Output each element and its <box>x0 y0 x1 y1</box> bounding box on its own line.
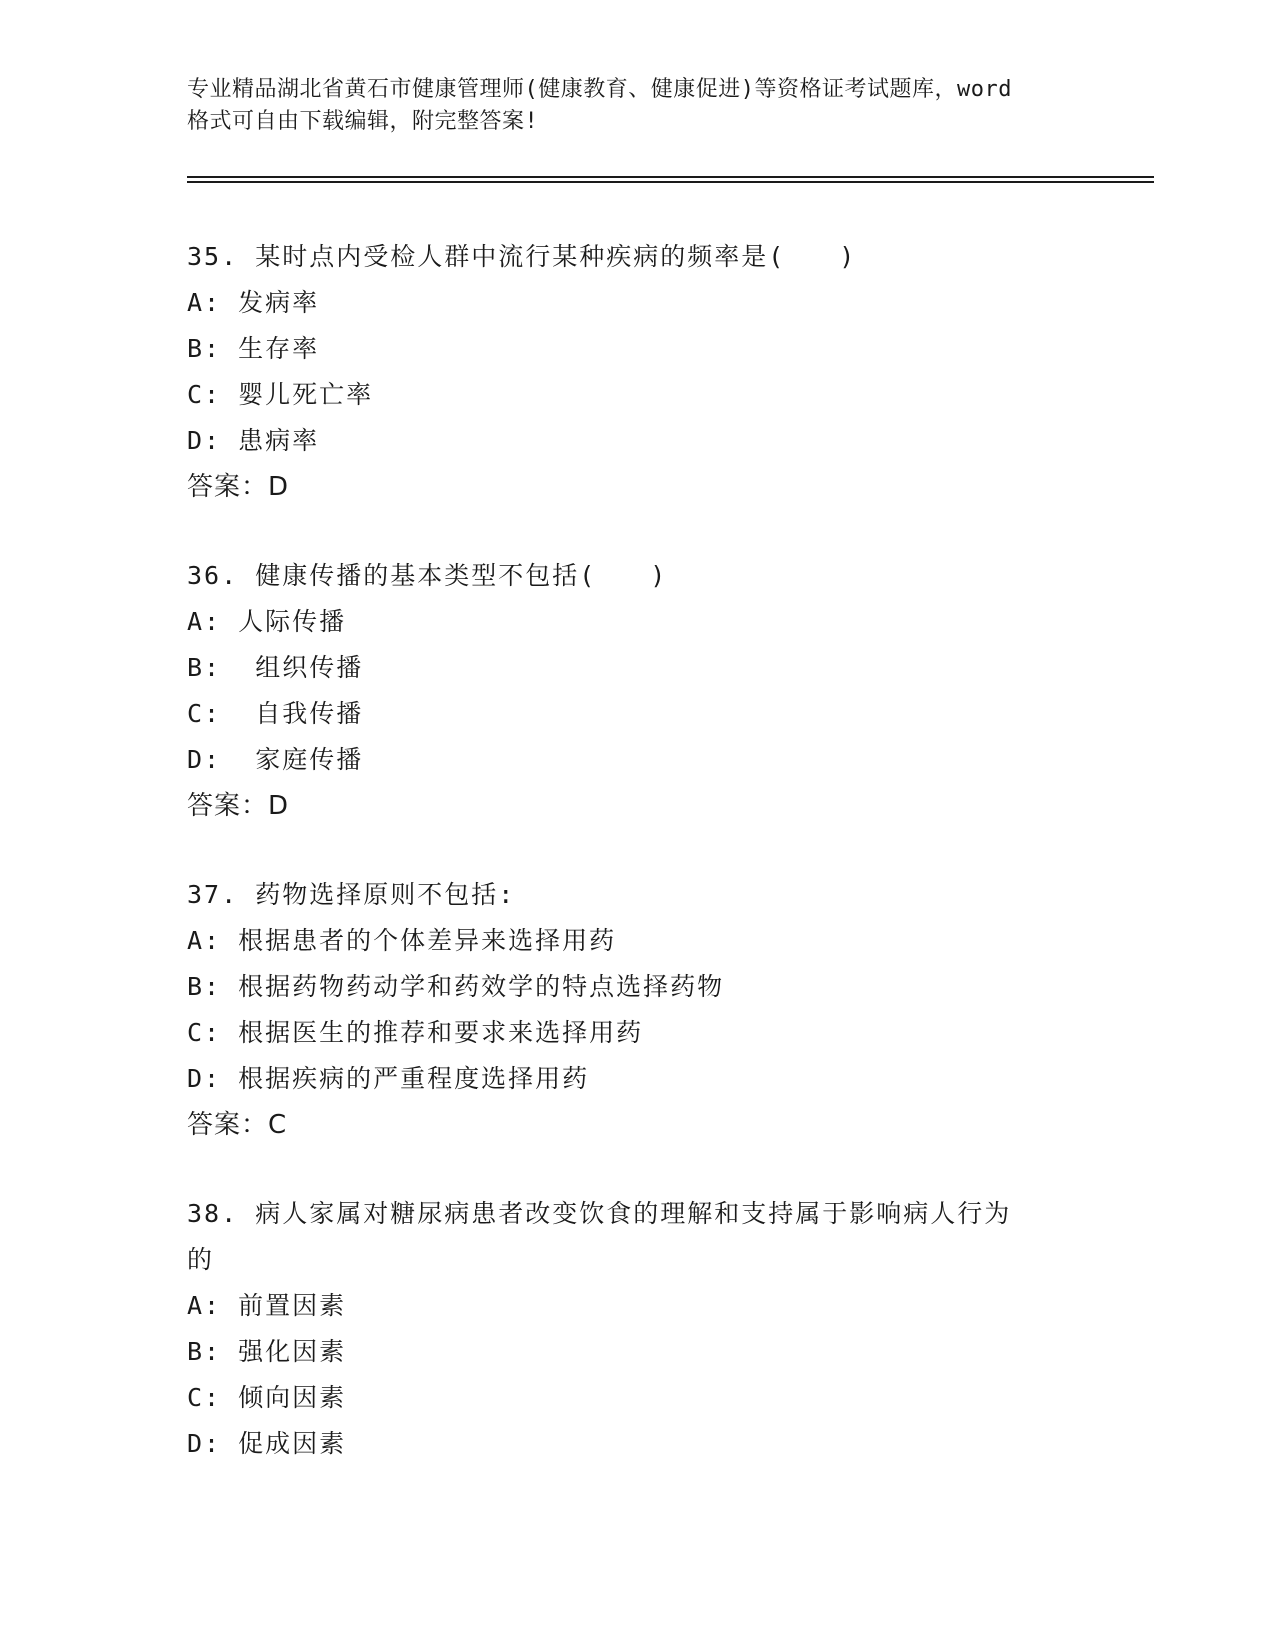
option-d: D: 患病率 <box>187 426 320 455</box>
option-a: A: 前置因素 <box>187 1291 347 1320</box>
option-c: C: 倾向因素 <box>187 1383 347 1412</box>
question-stem-line-2: 的 <box>187 1245 215 1274</box>
option-c: C: 自我传播 <box>187 699 364 728</box>
document-header <box>187 74 1087 138</box>
option-d: D: 家庭传播 <box>187 745 364 774</box>
option-a: A: 人际传播 <box>187 607 347 636</box>
answer: 答案：C <box>187 1110 288 1140</box>
option-a: A: 根据患者的个体差异来选择用药 <box>187 926 617 955</box>
option-b: B: 生存率 <box>187 334 320 363</box>
question-36 <box>187 553 1087 829</box>
header-divider-top <box>187 176 1154 178</box>
option-b: B: 根据药物药动学和药效学的特点选择药物 <box>187 972 725 1001</box>
question-stem: 37. 药物选择原则不包括: <box>187 880 516 909</box>
header-line-2: 格式可自由下载编辑，附完整答案! <box>187 109 539 134</box>
answer: 答案：D <box>187 791 290 821</box>
question-stem-line-1: 38. 病人家属对糖尿病患者改变饮食的理解和支持属于影响病人行为 <box>187 1199 1012 1228</box>
question-stem: 35. 某时点内受检人群中流行某种疾病的频率是( ) <box>187 242 857 271</box>
option-d: D: 根据疾病的严重程度选择用药 <box>187 1064 590 1093</box>
header-line-1: 专业精品湖北省黄石市健康管理师(健康教育、健康促进)等资格证考试题库，word <box>187 77 1012 102</box>
question-38 <box>187 1191 1087 1467</box>
option-c: C: 根据医生的推荐和要求来选择用药 <box>187 1018 644 1047</box>
question-35 <box>187 234 1087 510</box>
option-d: D: 促成因素 <box>187 1429 347 1458</box>
answer: 答案：D <box>187 472 290 502</box>
option-a: A: 发病率 <box>187 288 320 317</box>
header-divider-bottom <box>187 181 1154 183</box>
option-b: B: 组织传播 <box>187 653 364 682</box>
option-b: B: 强化因素 <box>187 1337 347 1366</box>
option-c: C: 婴儿死亡率 <box>187 380 374 409</box>
question-37 <box>187 872 1087 1148</box>
question-stem: 36. 健康传播的基本类型不包括( ) <box>187 561 668 590</box>
